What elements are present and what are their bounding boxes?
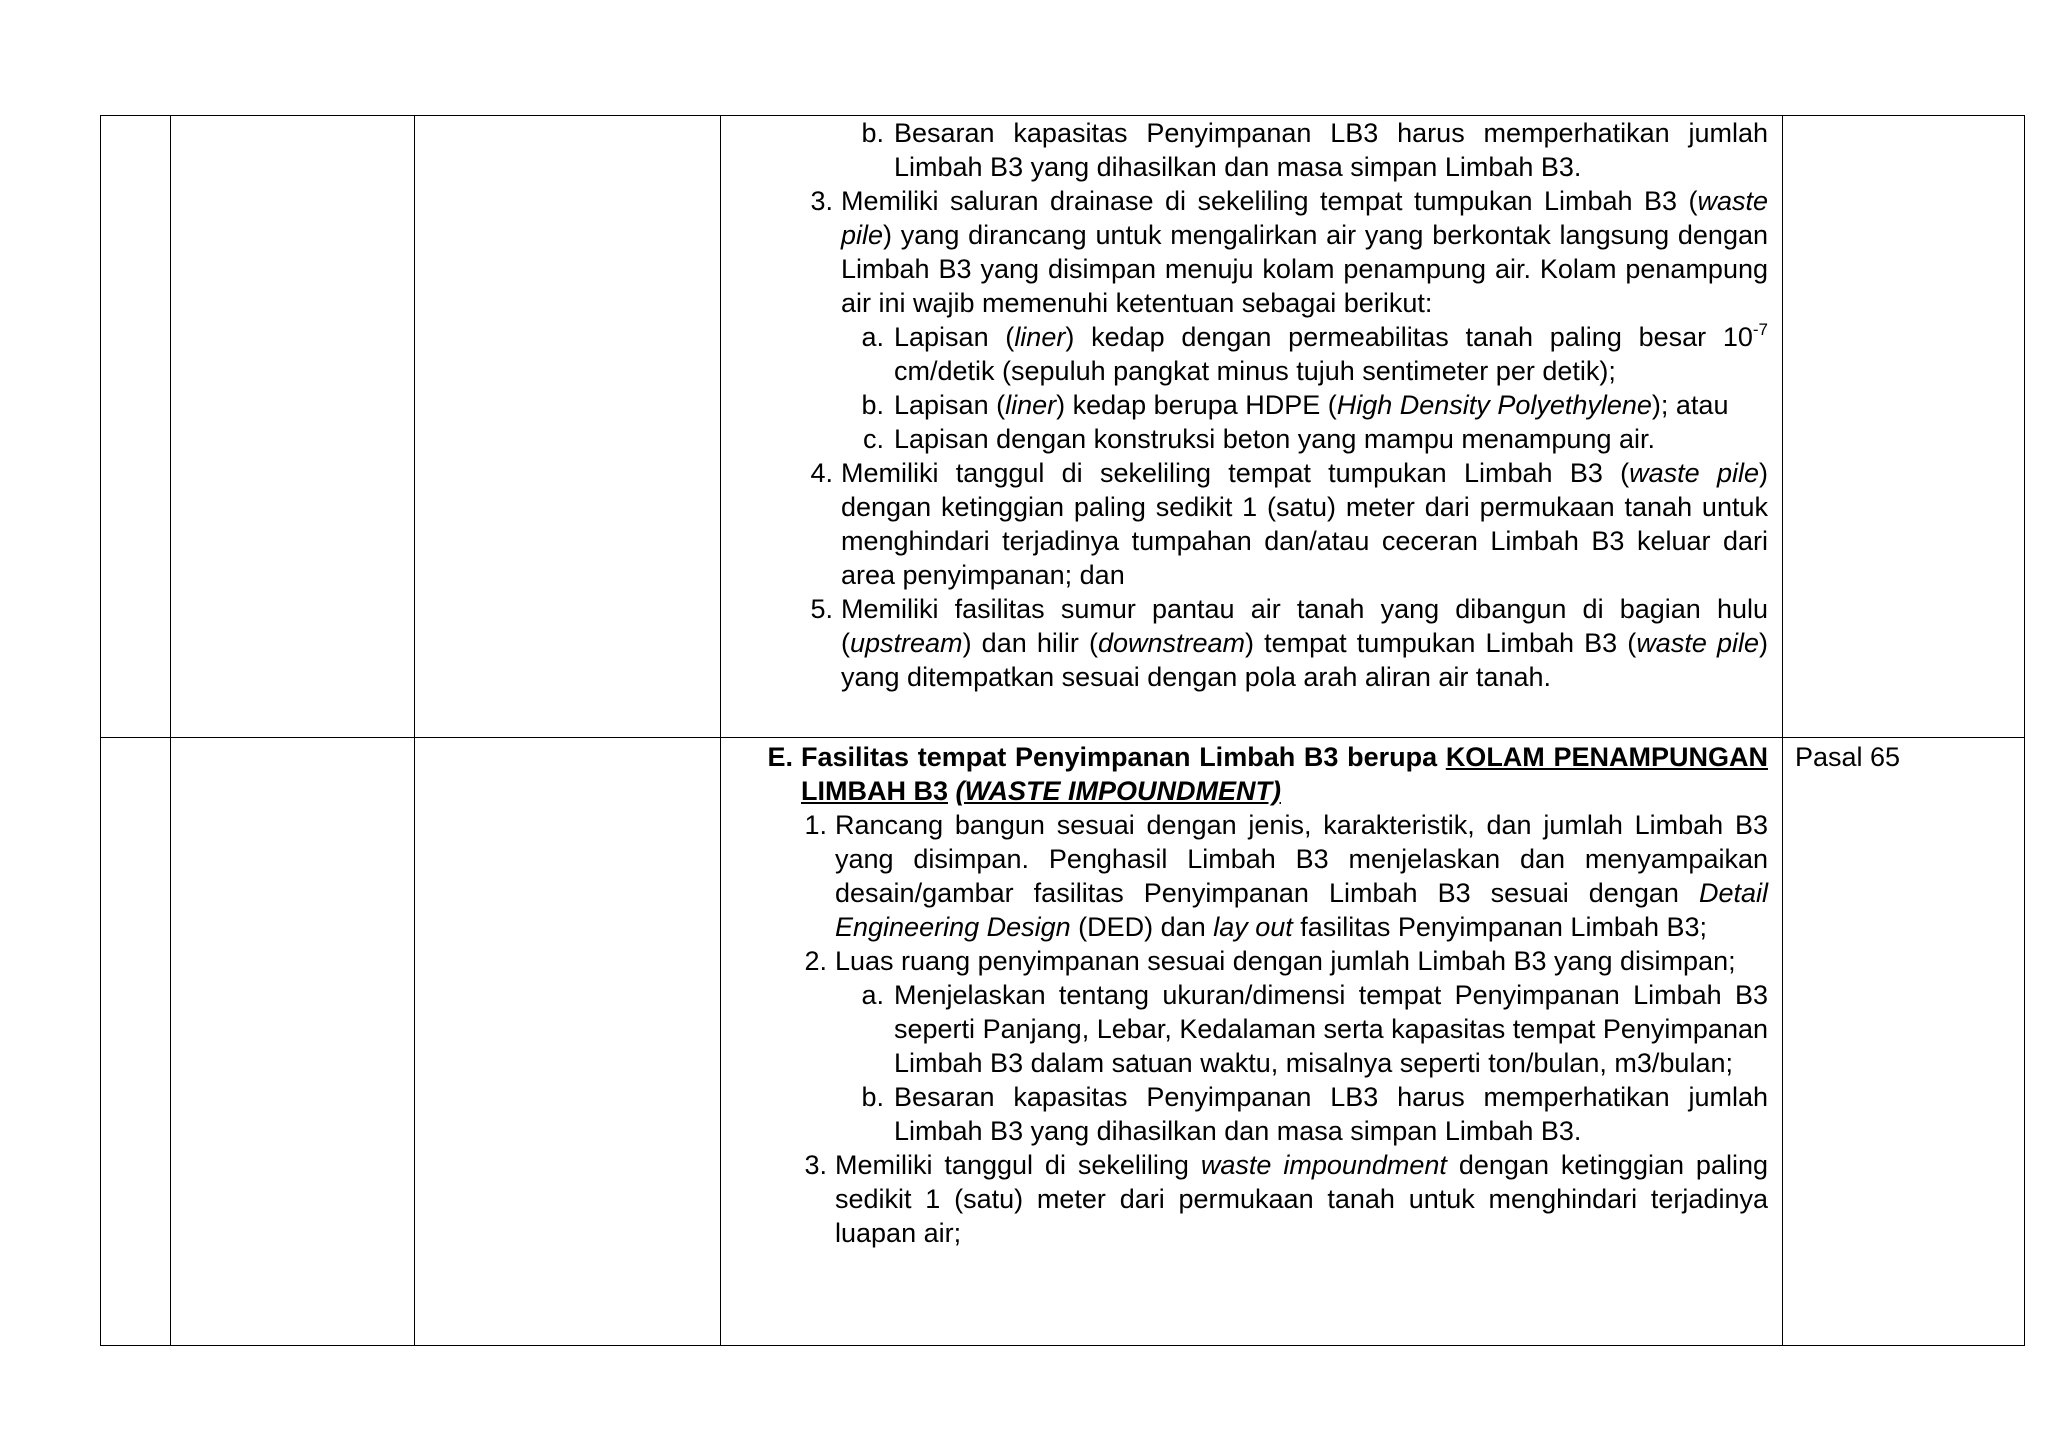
table-row: [101, 738, 2025, 1346]
list-marker: 3.: [810, 186, 833, 216]
section-heading-text: [801, 740, 1768, 808]
underlined-term: KOLAM PENAMPUNGAN LIMBAH B3: [801, 742, 1768, 806]
list-marker: 4.: [810, 458, 833, 488]
list-marker: 5.: [810, 594, 833, 624]
italic-term: liner: [1005, 390, 1057, 420]
text-run: ) kedap dengan permeabilitas tanah paling besar 10: [1065, 322, 1753, 352]
italic-term: waste pile: [841, 186, 1768, 250]
cell-subaspect: [415, 738, 721, 1346]
list-marker: b.: [861, 390, 884, 420]
superscript-exponent: -7: [1752, 320, 1768, 339]
text-run: ) kedap berupa HDPE (: [1056, 390, 1337, 420]
section-marker: E.: [767, 742, 793, 772]
list-item: [739, 808, 1768, 944]
list-item-text: [835, 1148, 1768, 1250]
article-reference: Pasal 65: [1795, 742, 1901, 772]
text-run: ) dengan ketinggian paling sedikit 1 (satu) meter dari permukaan tanah untuk menghindari terjadinya tumpahan dan/atau ceceran Limbah B3 keluar dari area penyimpanan; dan: [841, 458, 1768, 590]
cell-number: [101, 738, 171, 1346]
text-run: [948, 776, 956, 806]
text-run: Memiliki fasilitas sumur pantau air tanah yang dibangun di bagian hulu (: [841, 594, 1768, 658]
list-marker: c.: [862, 424, 884, 454]
list-item: [739, 320, 1768, 388]
list-item: [739, 116, 1768, 184]
text-run: (DED) dan: [1070, 912, 1214, 942]
list-item-text: [841, 456, 1768, 592]
requirements-text: [721, 116, 1782, 694]
italic-term: lay out: [1213, 912, 1293, 942]
list-item-text: Lapisan dengan konstruksi beton yang mampu menampung air.: [894, 424, 1655, 454]
italic-term: liner: [1014, 322, 1066, 352]
cell-reference: [1783, 116, 2025, 738]
cell-subaspect: [415, 116, 721, 738]
list-marker: a.: [861, 322, 884, 352]
italic-term: upstream: [850, 628, 963, 658]
list-marker: 3.: [804, 1150, 827, 1180]
text-run: ) dan hilir (: [962, 628, 1098, 658]
list-item: [739, 1080, 1768, 1148]
cell-reference: [1783, 738, 2025, 1346]
list-item: [739, 456, 1768, 592]
text-run: Memiliki tanggul di sekeliling: [835, 1150, 1201, 1180]
cell-requirements: [721, 738, 1783, 1346]
text-run: ); atau: [1651, 390, 1729, 420]
list-item: [739, 1148, 1768, 1250]
cell-aspect: [171, 738, 415, 1346]
list-item-text: [841, 184, 1768, 320]
italic-term: downstream: [1097, 628, 1246, 658]
cell-aspect: [171, 116, 415, 738]
text-run: cm/detik (sepuluh pangkat minus tujuh sentimeter per detik);: [894, 356, 1616, 386]
underlined-italic-term: (WASTE IMPOUNDMENT): [955, 776, 1281, 806]
list-item-text: Menjelaskan tentang ukuran/dimensi tempat Penyimpanan Limbah B3 seperti Panjang, Lebar, Kedalaman serta kapasitas tempat Penyimpanan Limbah B3 dalam satuan waktu, misalnya seperti ton/bulan, m3/bulan;: [894, 980, 1768, 1078]
list-marker: a.: [861, 980, 884, 1010]
italic-term: waste pile: [1636, 628, 1759, 658]
cell-number: [101, 116, 171, 738]
italic-term: waste impoundment: [1200, 1150, 1447, 1180]
list-item-text: [894, 388, 1768, 422]
text-run: ) yang dirancang untuk mengalirkan air yang berkontak langsung dengan Limbah B3 yang disimpan menuju kolam penampung air. Kolam penampung air ini wajib memenuhi ketentuan sebagai berikut:: [841, 220, 1768, 318]
list-marker: b.: [861, 118, 884, 148]
text-run: Memiliki saluran drainase di sekeliling tempat tumpukan Limbah B3 (: [841, 186, 1698, 216]
list-marker: 1.: [804, 810, 827, 840]
list-item-text: [841, 592, 1768, 694]
list-item: [739, 944, 1768, 978]
italic-term: Detail Engineering Design: [835, 878, 1768, 942]
text-run: Rancang bangun sesuai dengan jenis, karakteristik, dan jumlah Limbah B3 yang disimpan. Penghasil Limbah B3 menjelaskan dan menyampaikan desain/gambar fasilitas Penyimpanan Limbah B3 sesuai dengan: [835, 810, 1768, 908]
list-item: [739, 388, 1768, 422]
italic-term: waste pile: [1629, 458, 1759, 488]
text-run: dengan ketinggian paling sedikit 1 (satu) meter dari permukaan tanah untuk menghindari terjadinya luapan air;: [835, 1150, 1768, 1248]
text-run: Lapisan (: [894, 322, 1015, 352]
cell-requirements: [721, 116, 1783, 738]
list-item-text: [894, 320, 1768, 388]
regulation-table: [100, 115, 2025, 1346]
list-item: [739, 422, 1768, 456]
list-item-text: Besaran kapasitas Penyimpanan LB3 harus memperhatikan jumlah Limbah B3 yang dihasilkan dan masa simpan Limbah B3.: [894, 1082, 1768, 1146]
text-run: fasilitas Penyimpanan Limbah B3;: [1292, 912, 1708, 942]
text-run: ) yang ditempatkan sesuai dengan pola arah aliran air tanah.: [841, 628, 1768, 692]
text-run: ) tempat tumpukan Limbah B3 (: [1245, 628, 1637, 658]
text-run: Fasilitas tempat Penyimpanan Limbah B3 berupa: [801, 742, 1446, 772]
italic-term: High Density Polyethylene: [1336, 390, 1652, 420]
list-item-text: [835, 808, 1768, 944]
list-item-text: Besaran kapasitas Penyimpanan LB3 harus memperhatikan jumlah Limbah B3 yang dihasilkan dan masa simpan Limbah B3.: [894, 118, 1768, 182]
list-item: [739, 592, 1768, 694]
list-item: [739, 978, 1768, 1080]
list-marker: 2.: [804, 946, 827, 976]
list-item-text: Luas ruang penyimpanan sesuai dengan jumlah Limbah B3 yang disimpan;: [835, 946, 1736, 976]
requirements-text: [721, 738, 1782, 1250]
list-item: [739, 184, 1768, 320]
text-run: Memiliki tanggul di sekeliling tempat tumpukan Limbah B3 (: [841, 458, 1630, 488]
table-row: [101, 116, 2025, 738]
section-heading: [739, 740, 1768, 808]
list-marker: b.: [861, 1082, 884, 1112]
text-run: Lapisan (: [894, 390, 1006, 420]
